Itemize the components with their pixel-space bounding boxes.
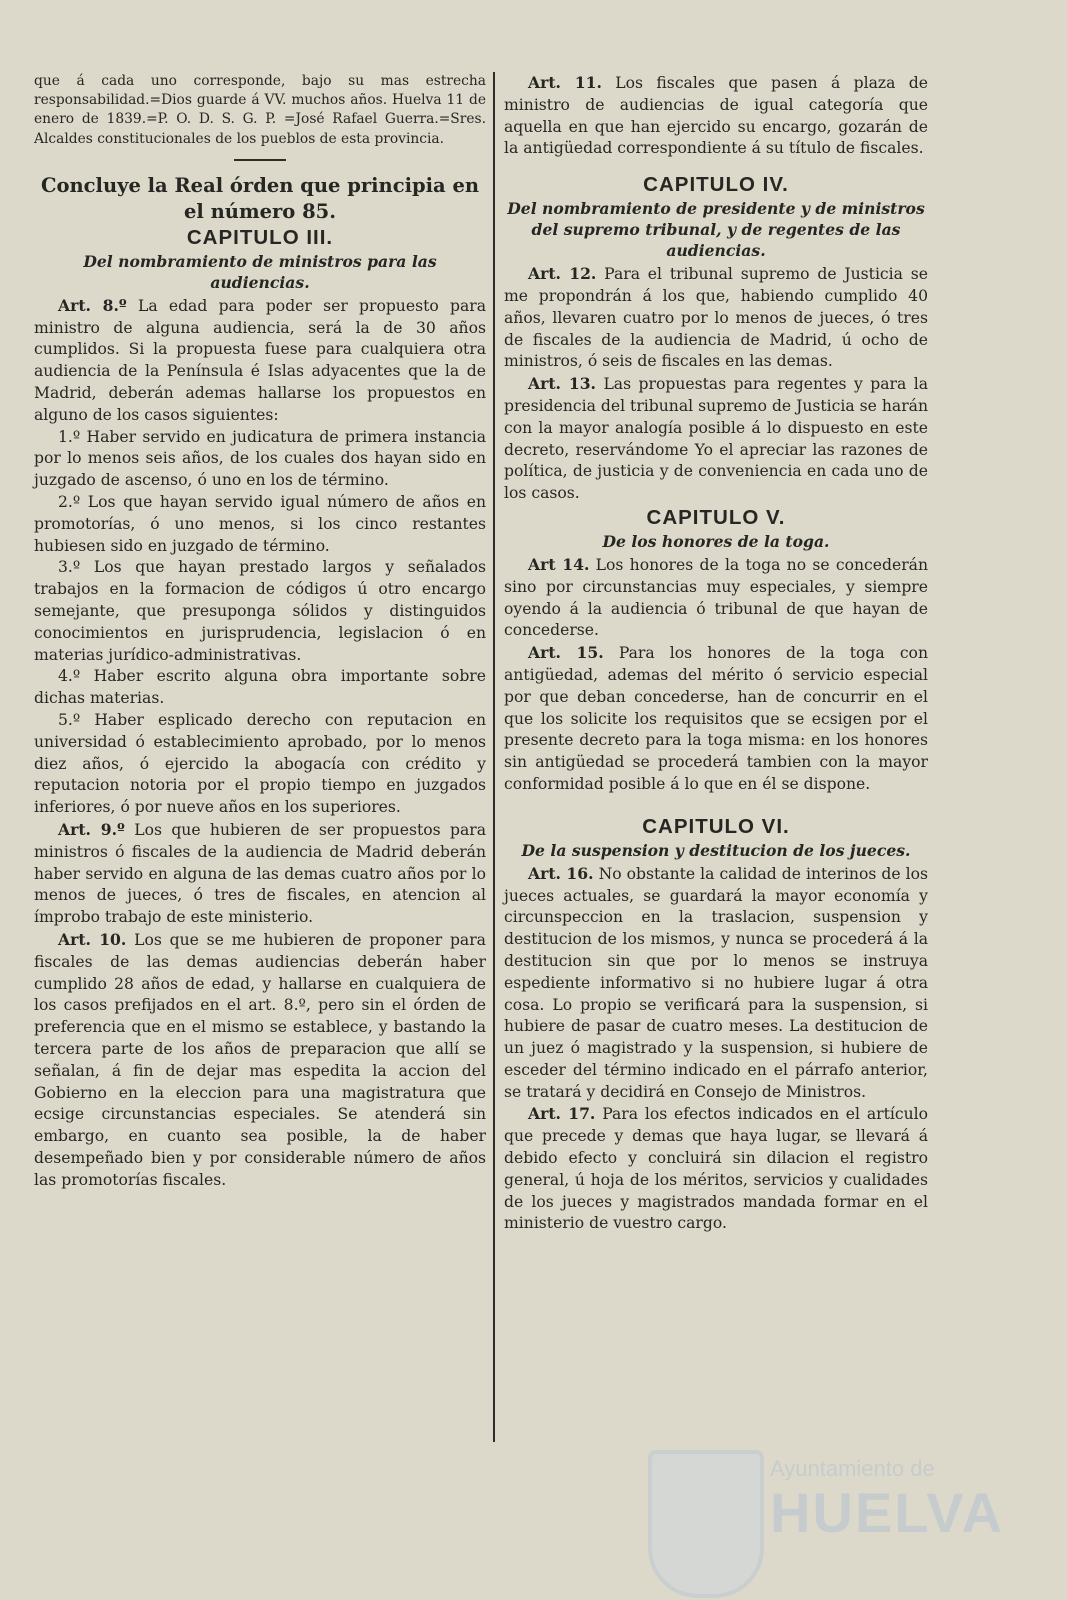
- article-9: [34, 819, 486, 929]
- coat-of-arms-icon: [648, 1450, 764, 1598]
- capitulo-3-heading: CAPITULO III.: [186, 225, 334, 249]
- article-10: [34, 929, 486, 1192]
- list-item: 5.º Haber esplicado derecho con reputacion en universidad ó establecimiento aprobado, por lo menos diez años, ó ejercido la abogacía con crédito y reputacion notoria por el propio tiempo en juzgados inferiores, ó por nueve años en los superiores.: [34, 710, 486, 817]
- article-label: Art. 13.: [528, 374, 596, 394]
- article-label: Art. 15.: [528, 643, 604, 663]
- capitulo-3-subtitle: Del nombramiento de ministros para las audiencias.: [83, 251, 437, 292]
- list-item: 3.º Los que hayan prestado largos y señalados trabajos en la formacion de códigos ú otro encargo semejante, que presuponga sólidos y distinguidos conocimientos en jurisprudencia, legislacion ó en materias jurídico-administrativas.: [34, 558, 486, 664]
- article-text: Las propuestas para regentes y para la presidencia del tribunal supremo de Justicia se harán con la mayor analogía posible á lo dispuesto en este decreto, reservándome Yo el apreciar las razones de política, de justicia y de conveniencia en cada uno de los casos.: [504, 375, 928, 503]
- article-label: Art. 11.: [528, 73, 602, 92]
- column-divider: [493, 72, 495, 1442]
- article-text: Los honores de la toga no se concederán sino por circunstancias muy especiales, y siempre oyendo á la audiencia ó tribunal de que hayan de concederse.: [504, 555, 928, 640]
- concluye-title: Concluye la Real órden que principia en el número 85.: [40, 173, 480, 223]
- watermark-line-2: HUELVA: [770, 1481, 1004, 1544]
- capitulo-4-subtitle: Del nombramiento de presidente y de ministros del supremo tribunal, y de regentes de las audiencias.: [507, 199, 925, 261]
- section-separator: [234, 159, 286, 161]
- article-12: [504, 263, 928, 373]
- list-item: 2.º Los que hayan servido igual número de años en promotorías, ó uno menos, si los cinco restantes hubiesen sido en juzgado de término.: [34, 492, 486, 555]
- article-15: [504, 642, 928, 796]
- article-label: Art. 8.º: [58, 295, 127, 315]
- article-label: Art. 17.: [528, 1104, 596, 1124]
- article-16: [504, 863, 928, 1104]
- capitulo-6-heading: CAPITULO VI.: [642, 814, 790, 838]
- article-label: Art. 12.: [528, 264, 597, 284]
- capitulo-5-heading: CAPITULO V.: [646, 505, 786, 529]
- list-item: 4.º Haber escrito alguna obra importante sobre dichas materias.: [34, 667, 486, 708]
- article-text: No obstante la calidad de interinos de los jueces actuales, se guardará la mayor economía y circunspeccion en la traslacion, suspension y destitucion de los mismos, y nunca se procederá á la destitucion sin que por lo menos se instruya espediente informativo si no hubiere lugar á otra cosa. Lo propio se verificará para la suspension, si hubiere de pasar de cuatro meses. La destitucion de un juez ó magistrado y la suspension, si hubiere de esceder del término indicado en el párrafo anterior, se tratará y decidirá en Consejo de Ministros.: [504, 864, 928, 1101]
- article-label: Art. 9.º: [58, 819, 125, 839]
- article-14: [504, 554, 928, 642]
- article-13: [504, 373, 928, 505]
- spacer: [504, 160, 928, 172]
- watermark-line-1: Ayuntamiento de: [770, 1456, 935, 1481]
- article-17: [504, 1103, 928, 1235]
- article-text: Para el tribunal supremo de Justicia se me propondrán á los que, habiendo cumplido 40 años, llevaren cuatro por lo menos de jueces, ó tres de fiscales de la audiencia de Madrid, ú ocho de ministros, ó seis de fiscales en las demas.: [504, 265, 928, 371]
- capitulo-5-subtitle: De los honores de la toga.: [602, 531, 830, 551]
- list-item: 1.º Haber servido en judicatura de primera instancia por lo menos seis años, de los cuales dos hayan sido en juzgado de ascenso, ó uno en los de término.: [34, 427, 486, 490]
- article-text: Los que hubieren de ser propuestos para ministros ó fiscales de la audiencia de Madrid deberán haber servido en alguna de las demas cuatro años por lo menos de jueces, ó tres de fiscales, en atencion al ímprobo trabajo de este ministerio.: [34, 820, 486, 927]
- article-text: Los que se me hubieren de proponer para fiscales de las demas audiencias deberán haber cumplido 28 años de edad, y hallarse en cualquiera de los casos prefijados en el art. 8.º, pero sin el órden de preferencia que en el mismo se establece, y bastando la tercera parte de los años de preparacion que allí se señalan, á fin de dejar mas espedita la accion del Gobierno en la eleccion para una magistratura que ecsige circunstancias especiales. Se atenderá sin embargo, en cuanto sea posible, la de haber desempeñado bien y por considerable número de años las promotorías fiscales.: [34, 930, 486, 1189]
- right-column: [504, 72, 928, 1235]
- spacer: [504, 796, 928, 814]
- capitulo-4-heading: CAPITULO IV.: [643, 173, 789, 197]
- article-text: La edad para poder ser propuesto para ministro de alguna audiencia, será la de 30 años cumplidos. Si la propuesta fuese para cualquiera otra audiencia de la Península é Islas adyacentes que la de Madrid, deberán ademas hallarse los propuestos en alguno de los casos siguientes:: [34, 296, 486, 424]
- article-text: Los fiscales que pasen á plaza de ministro de audiencias de igual categoría que aquella en que han ejercido su encargo, gozarán de la antigüedad correspondiente á su título de fiscales.: [504, 74, 928, 158]
- article-text: Para los efectos indicados en el artículo que precede y demas que haya lugar, se llevará á debido efecto y concluirá sin dilacion el registro general, ú hoja de los méritos, servicios y cualidades de los jueces y magistrados mandada formar en el ministerio de vuestro cargo.: [504, 1105, 928, 1233]
- capitulo-6-subtitle: De la suspension y destitucion de los jueces.: [521, 840, 911, 860]
- article-11: [504, 72, 928, 160]
- left-column: [34, 72, 486, 1191]
- intro-paragraph: que á cada uno corresponde, bajo su mas estrecha responsabilidad.=Dios guarde á VV. muchos años. Huelva 11 de enero de 1839.=P. O. D. S. G. P. =José Rafael Guerra.=Sres. Alcaldes constitucionales de los pueblos de esta provincia.: [34, 73, 486, 147]
- article-label: Art. 16.: [528, 863, 594, 883]
- article-text: Para los honores de la toga con antigüedad, ademas del mérito ó servicio especial por que deban concederse, han de concurrir en el que los solicite los requisitos que se ecsigen por el presente decreto para la toga misma: en los honores sin antigüedad se procederá tambien con la mayor conformidad posible á lo que en él se dispone.: [504, 644, 928, 793]
- article-8: [34, 295, 486, 427]
- watermark: [648, 1440, 1004, 1600]
- article-label: Art. 10.: [58, 929, 127, 949]
- article-label: Art 14.: [528, 554, 590, 574]
